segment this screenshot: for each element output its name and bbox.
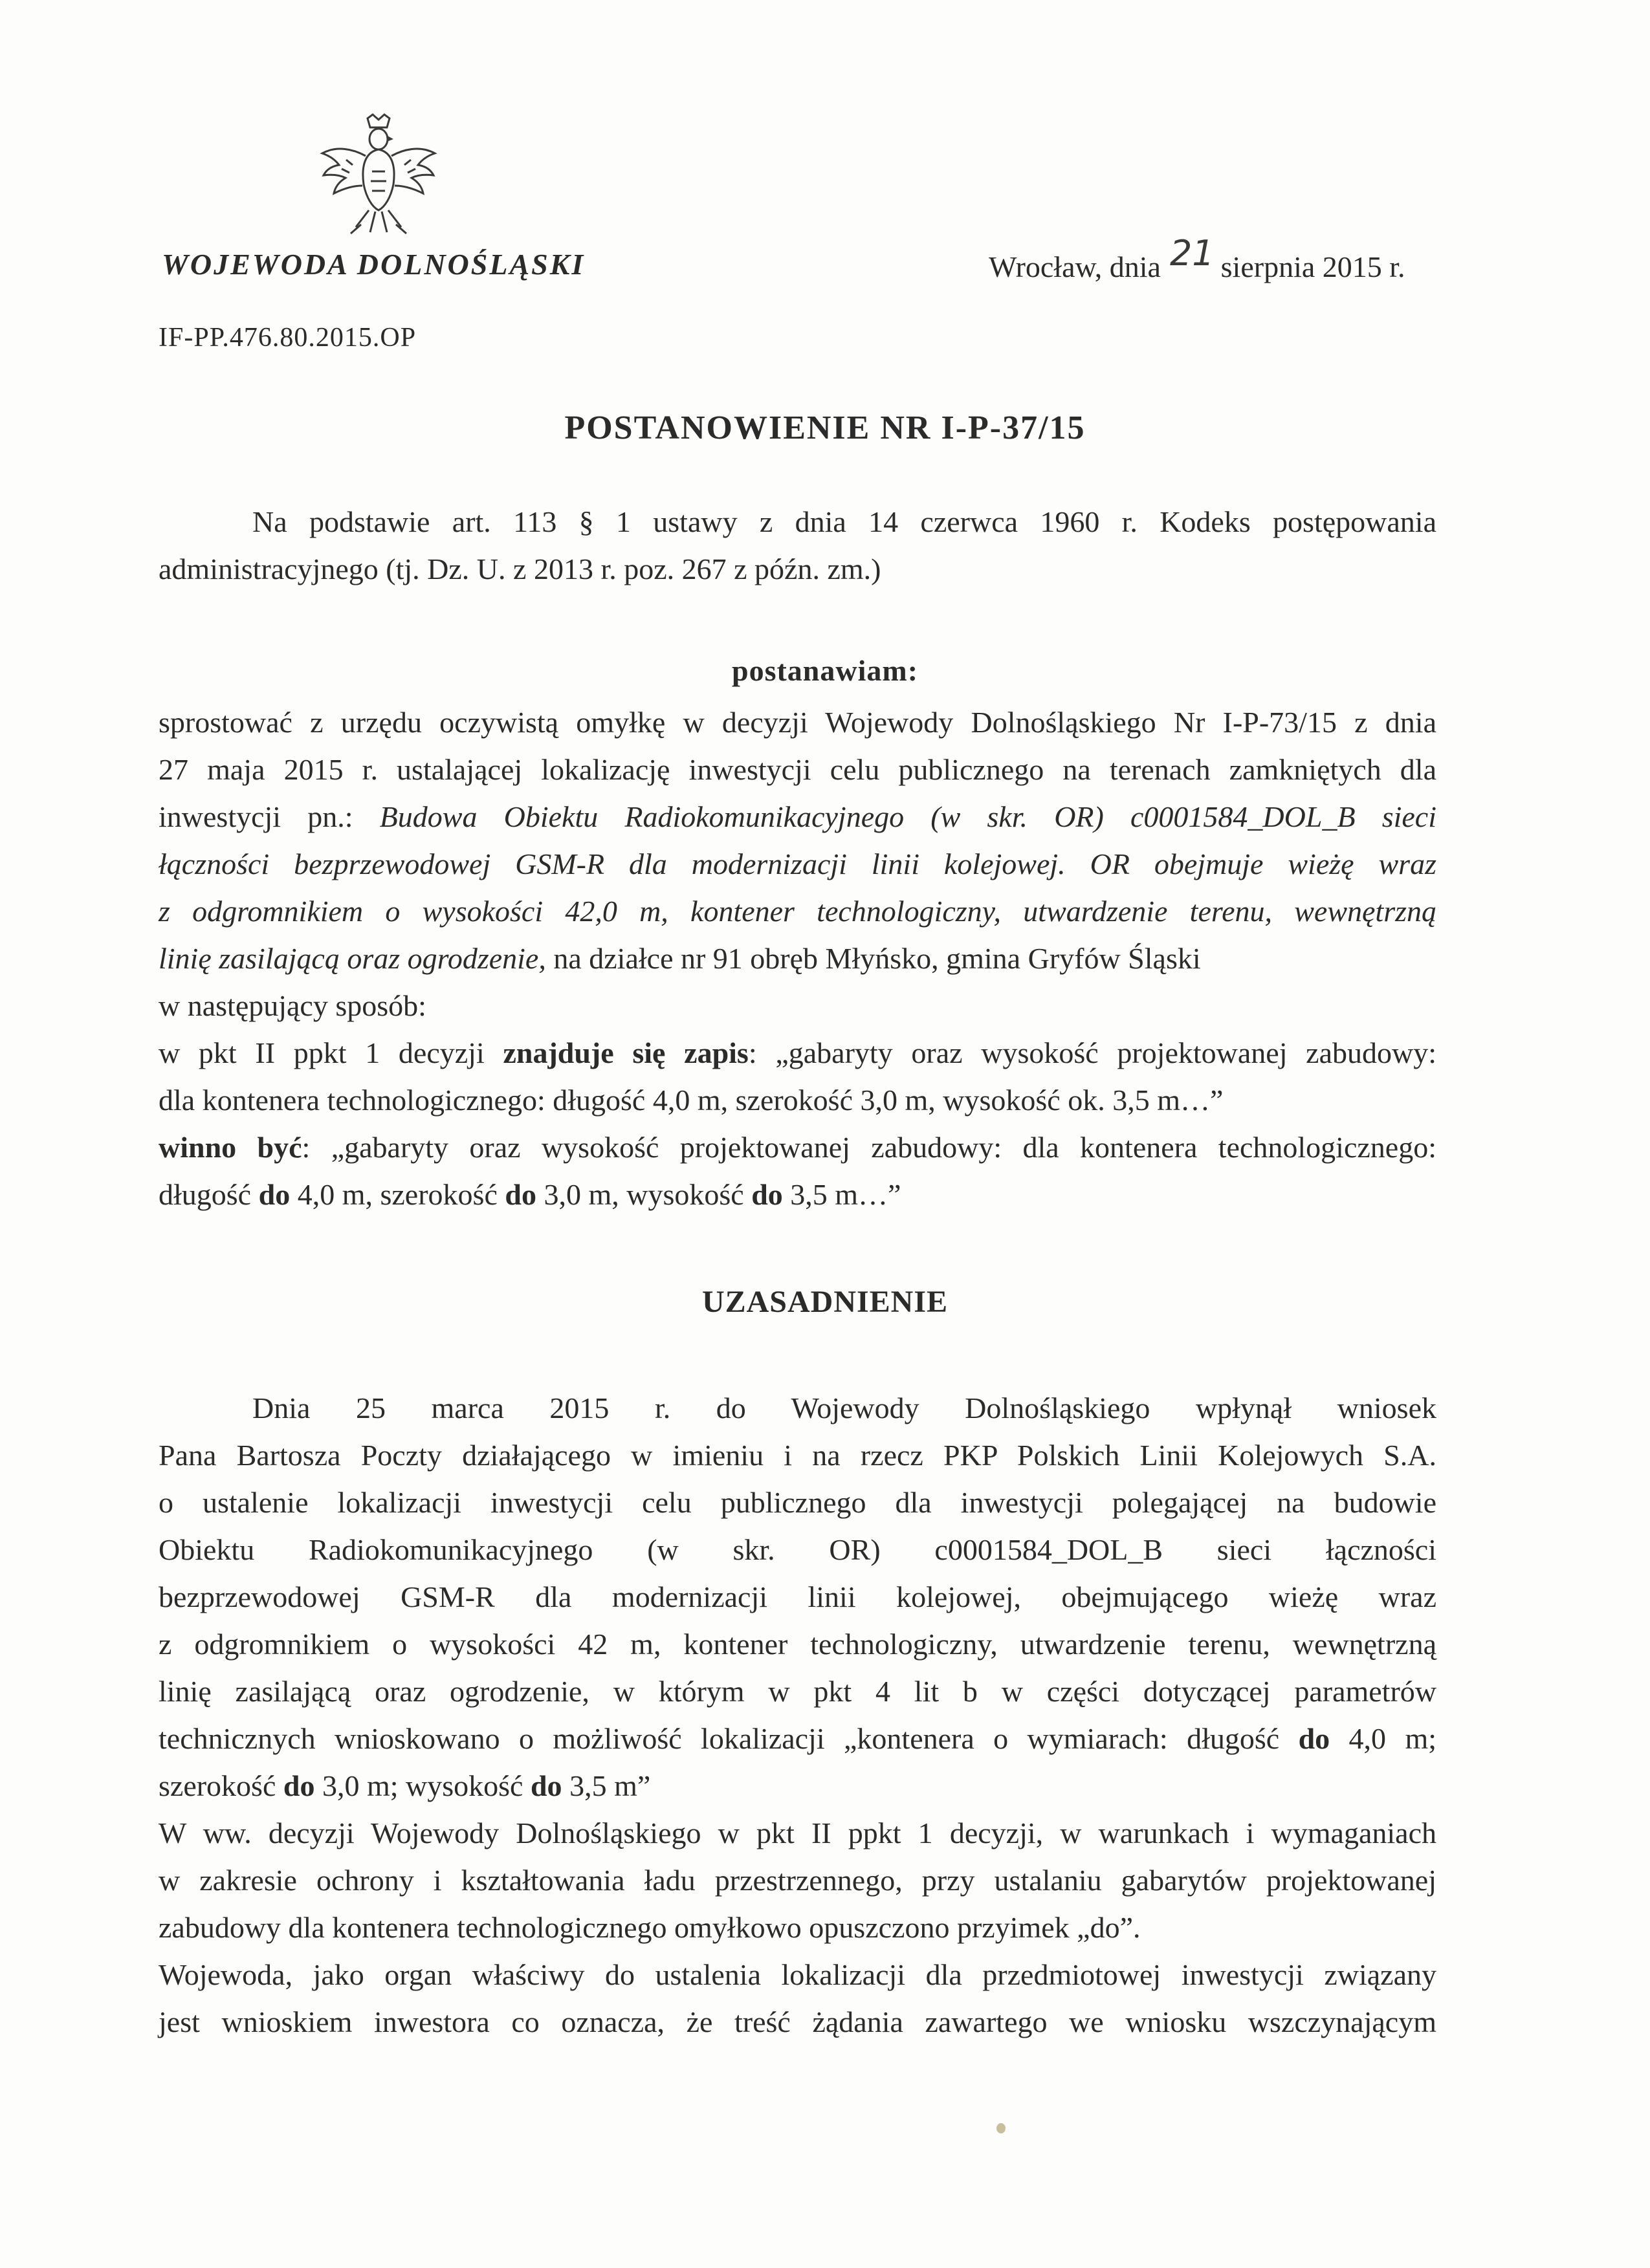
justification-line: zabudowy dla kontenera technologicznego omyłkowo opuszczono przyimek „do”.	[159, 1911, 1141, 1944]
text-fragment: na działce nr 91 obręb Młyńsko, gmina Gryfów Śląski	[553, 942, 1201, 975]
date-suffix: sierpnia 2015 r.	[1220, 250, 1405, 283]
bold-phrase: znajduje się zapis	[503, 1036, 749, 1069]
document-date	[989, 233, 1405, 285]
decision-line: sprostować z urzędu oczywistą omyłkę w decyzji Wojewody Dolnośląskiego Nr I-P-73/15 z dnia	[159, 706, 1436, 739]
justification-line: Dnia 25 marca 2015 r. do Wojewody Dolnośląskiego wpłynął wniosek	[252, 1391, 1436, 1424]
legal-basis-paragraph	[159, 498, 1436, 593]
justification-line: Obiektu Radiokomunikacyjnego (w skr. OR) c0001584_DOL_B sieci łączności	[159, 1533, 1436, 1566]
scan-mark	[996, 2123, 1006, 2133]
decision-line: łączności bezprzewodowej GSM-R dla modernizacji linii kolejowej. OR obejmuje wieżę wraz	[159, 847, 1436, 880]
eagle-emblem-icon	[317, 113, 440, 243]
decision-line: w następujący sposób:	[159, 989, 426, 1022]
decision-line	[159, 793, 1436, 840]
bold-phrase: winno być	[159, 1131, 302, 1164]
issuing-authority: WOJEWODA DOLNOŚLĄSKI	[162, 248, 586, 281]
justification-line: W ww. decyzji Wojewody Dolnośląskiego w pkt II ppkt 1 decyzji, w warunkach i wymaganiach	[159, 1816, 1436, 1849]
date-prefix: Wrocław, dnia	[989, 250, 1161, 283]
decision-heading: postanawiam:	[731, 654, 919, 687]
justification-heading: UZASADNIENIE	[701, 1285, 949, 1319]
justification-line: Pana Bartosza Poczty działającego w imieniu i na rzecz PKP Polskich Linii Kolejowych S.A.	[159, 1439, 1436, 1472]
justification-line: Wojewoda, jako organ właściwy do ustalenia lokalizacji dla przedmiotowej inwestycji związany	[159, 1958, 1436, 1991]
bold-phrase: do	[751, 1178, 783, 1211]
decision-line: dla kontenera technologicznego: długość 4,0 m, szerokość 3,0 m, wysokość ok. 3,5 m…”	[159, 1084, 1224, 1117]
bold-phrase: do	[283, 1769, 315, 1802]
legal-basis-line: administracyjnego (tj. Dz. U. z 2013 r. poz. 267 z późn. zm.)	[159, 552, 881, 585]
text-fragment: 4,0 m, szerokość	[297, 1178, 498, 1211]
text-fragment: w pkt II ppkt 1 decyzji	[159, 1036, 485, 1069]
text-fragment: szerokość	[159, 1769, 276, 1802]
justification-line: bezprzewodowej GSM-R dla modernizacji linii kolejowej, obejmującego wieżę wraz	[159, 1580, 1436, 1613]
decision-line	[159, 1029, 1436, 1076]
justification-line: linię zasilającą oraz ogrodzenie, w którym w pkt 4 lit b w części dotyczącej parametrów	[159, 1675, 1436, 1708]
justification-line: jest wnioskiem inwestora co oznacza, że treść żądania zawartego we wniosku wszczynającym	[159, 2005, 1436, 2038]
decision-line	[159, 935, 1436, 982]
text-fragment: 4,0 m;	[1348, 1722, 1436, 1755]
text-fragment: 3,5 m”	[569, 1769, 651, 1802]
bold-phrase: do	[258, 1178, 291, 1211]
text-fragment: technicznych wnioskowano o możliwość lokalizacji „kontenera o wymiarach: długość	[159, 1722, 1280, 1755]
decision-line: 27 maja 2015 r. ustalającej lokalizację inwestycji celu publicznego na terenach zamkniętych dla	[159, 753, 1436, 786]
decision-line: z odgromnikiem o wysokości 42,0 m, kontener technologiczny, utwardzenie terenu, wewnętrzną	[159, 895, 1436, 928]
case-reference: IF-PP.476.80.2015.OP	[159, 323, 417, 353]
decision-line	[159, 1171, 1436, 1218]
justification-line: o ustalenie lokalizacji inwestycji celu publicznego dla inwestycji polegającej na budowie	[159, 1486, 1436, 1519]
justification-paragraph	[159, 1384, 1436, 2045]
text-fragment: 3,0 m; wysokość	[322, 1769, 523, 1802]
decision-line	[159, 1124, 1436, 1171]
justification-line	[159, 1762, 1436, 1809]
justification-line	[159, 1715, 1436, 1762]
bold-phrase: do	[505, 1178, 536, 1211]
legal-basis-line: Na podstawie art. 113 § 1 ustawy z dnia 14 czerwca 1960 r. Kodeks postępowania	[252, 505, 1436, 538]
decision-paragraph	[159, 699, 1436, 1218]
text-fragment: 3,0 m, wysokość	[544, 1178, 744, 1211]
document-title: POSTANOWIENIE NR I-P-37/15	[564, 409, 1086, 446]
text-fragment: długość	[159, 1178, 252, 1211]
text-fragment: 3,5 m…”	[790, 1178, 901, 1211]
text-fragment: inwestycji pn.:	[159, 800, 353, 833]
text-fragment: : „gabaryty oraz wysokość projektowanej zabudowy: dla kontenera technologicznego:	[302, 1131, 1436, 1164]
text-fragment: : „gabaryty oraz wysokość projektowanej zabudowy:	[748, 1036, 1437, 1069]
justification-line: w zakresie ochrony i kształtowania ładu przestrzennego, przy ustalaniu gabarytów projektowanej	[159, 1864, 1436, 1897]
bold-phrase: do	[1298, 1722, 1330, 1755]
investment-name: linię zasilającą oraz ogrodzenie,	[159, 942, 546, 975]
date-day-handwritten: 21	[1169, 233, 1215, 274]
justification-line: z odgromnikiem o wysokości 42 m, kontener technologiczny, utwardzenie terenu, wewnętrzną	[159, 1628, 1436, 1661]
investment-name: Budowa Obiektu Radiokomunikacyjnego (w skr. OR) c0001584_DOL_B sieci	[379, 800, 1436, 833]
bold-phrase: do	[530, 1769, 562, 1802]
